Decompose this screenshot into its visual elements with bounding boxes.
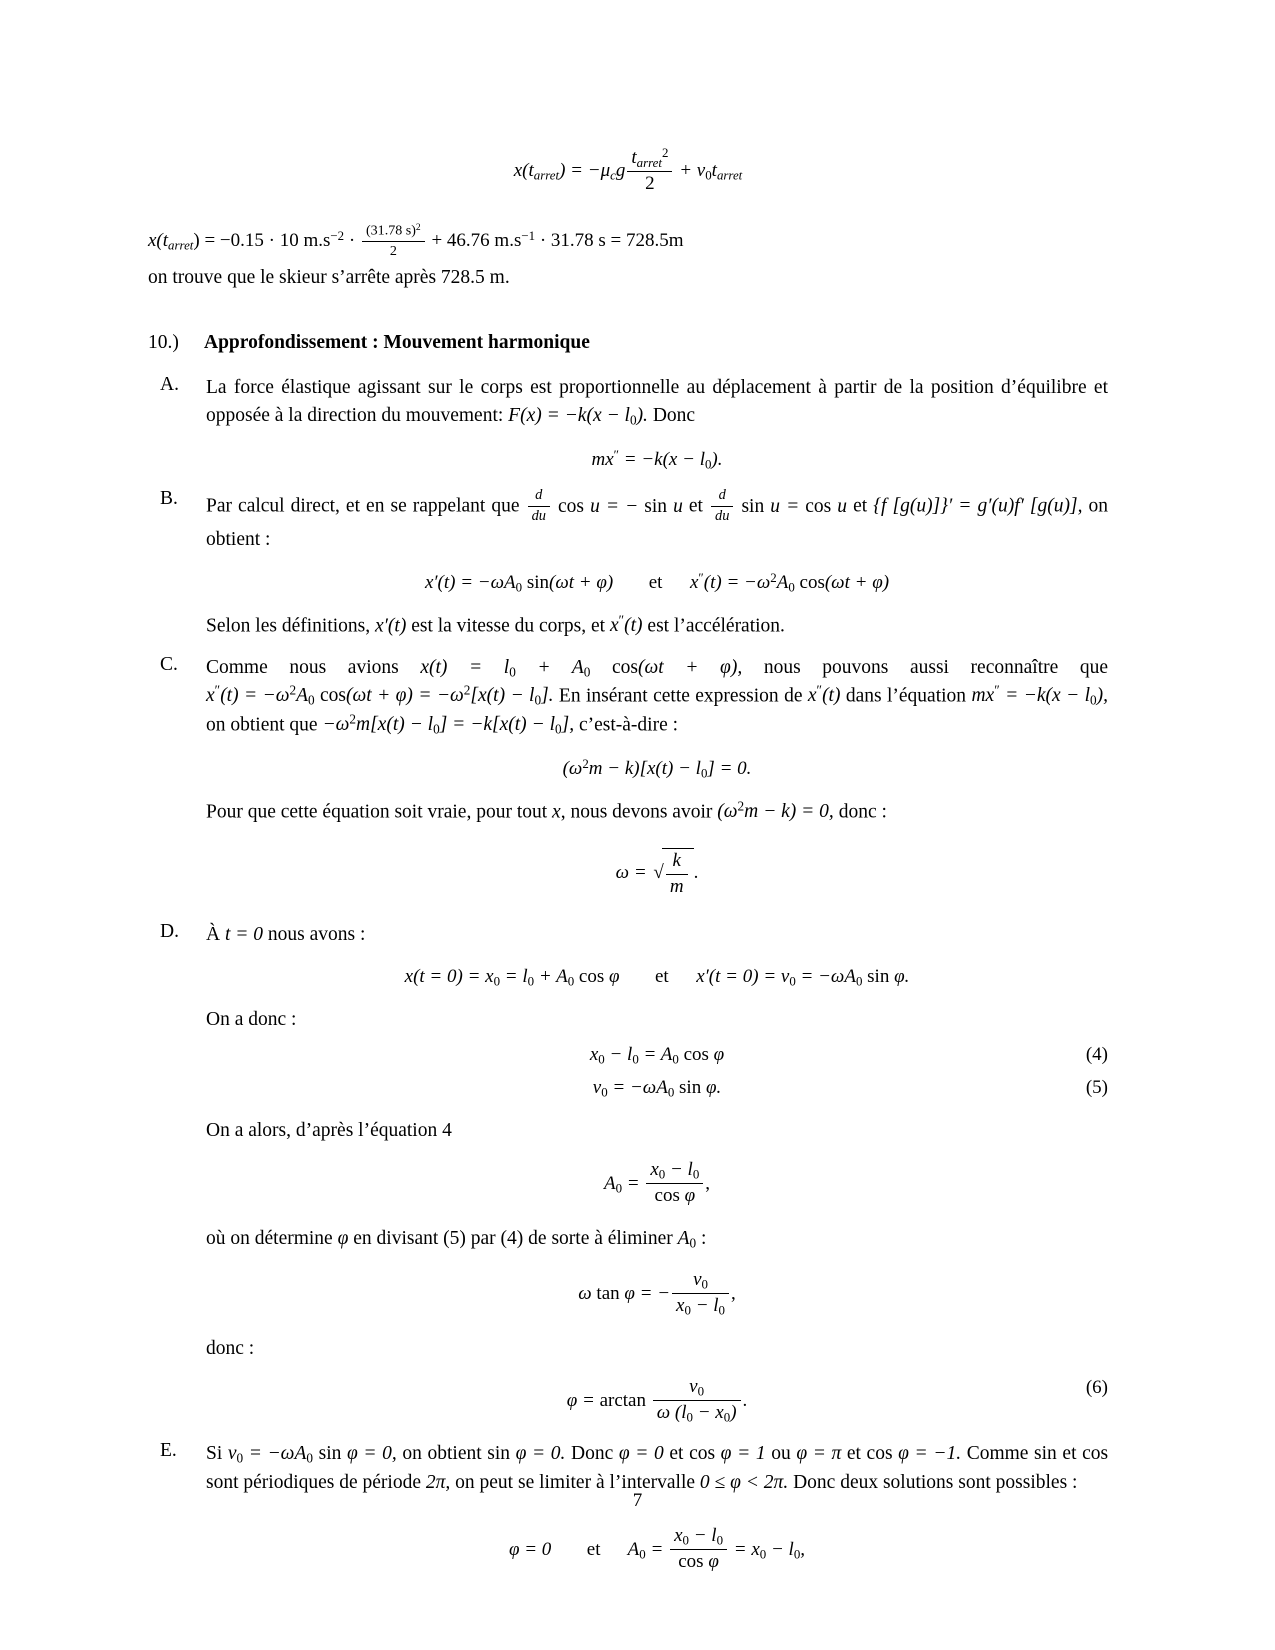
num-exp2: −1 <box>521 227 536 243</box>
num-dot: · <box>344 230 360 252</box>
num-exp1: −2 <box>330 227 345 243</box>
num-mid: · 31.78 s = 728.5m <box>535 230 684 252</box>
part-d-text-4a: où on détermine <box>206 1228 333 1250</box>
eq-v-at-zero: $x'(t = 0) = v_0 = -\omega A_0$ sin φ. <box>696 966 910 989</box>
part-d-text-3: On a alors, d’après l’équation 4 <box>206 1119 452 1141</box>
part-e-text-1 <box>206 1440 1108 1496</box>
part-e-expr-4: cos φ = 1 <box>689 1443 766 1465</box>
part-c-expr-1: $x(t) = l_0 + A_0$ cos(ωt + φ), <box>420 656 743 680</box>
part-a-letter: A. <box>160 374 179 396</box>
eq-tail-t-sub: arret <box>716 167 743 183</box>
page-body <box>148 130 1108 1591</box>
part-d-text-1b: nous avons : <box>267 924 366 946</box>
num-lhs: x(t <box>148 230 169 252</box>
part-b-text-2: on obtient : <box>206 495 1109 550</box>
equation-5-body: $v_0 = -\omega A_0$ sin φ. <box>592 1077 722 1100</box>
part-c-expr-4: $mx'' = -k(x - l_0)$, <box>971 683 1108 709</box>
part-b-text <box>206 488 1108 553</box>
final-et: et <box>586 1539 601 1561</box>
part-e-letter: E. <box>160 1440 177 1462</box>
part-e-expr-8: 0 ≤ φ < 2π. <box>699 1471 789 1493</box>
equation-4-row <box>206 1044 1108 1068</box>
part-e-text-1f: et <box>846 1443 861 1465</box>
eq-mu-sub: c <box>610 167 616 183</box>
equation-6-row <box>206 1377 1108 1426</box>
fraction-arctan <box>653 1376 741 1425</box>
part-c-text-7 <box>206 798 1108 826</box>
omega-lhs: ω = <box>615 862 647 884</box>
part-c-text-7b: nous devons avoir <box>570 801 713 823</box>
tan-comma: , <box>731 1282 736 1304</box>
part-a <box>148 374 1108 472</box>
part-c-var-x: x <box>552 801 561 823</box>
final-tail: = $x_0 - l_0$, <box>733 1539 806 1562</box>
frac-num-sup: 2 <box>661 144 669 160</box>
part-c-expr-2: $x''(t) = -\omega^2A_0$ $\cos(\omega t + \varphi) = -\omega^2[x(t) - l_0]$. <box>206 683 554 709</box>
part-a-display-equation: $mx'' = -k(x - l_0)$. <box>591 446 723 472</box>
part-c-display-equation: $(\omega^2m - k)[x(t) - l_0] = 0$. <box>562 755 752 781</box>
arctan-num: $v_0$ <box>653 1376 741 1401</box>
part-c-text <box>206 654 1108 740</box>
part-b-text-3e: est l’accélération. <box>647 614 785 636</box>
part-e-expr-3: φ = 0 <box>618 1443 664 1465</box>
part-c-text-7c: donc : <box>838 801 887 823</box>
part-e-text-3: Donc deux solutions sont possibles : <box>793 1471 1078 1493</box>
part-c-text-5: on obtient que <box>206 714 318 736</box>
part-e-text-1d: et <box>669 1443 684 1465</box>
frac-den: 2 <box>645 173 655 195</box>
part-d <box>148 921 1108 1426</box>
fraction-tan <box>672 1269 729 1318</box>
arctan-period: . <box>742 1389 748 1411</box>
derivative-sin: $\frac{d}{du}$ sin u = cos u <box>709 496 847 517</box>
part-e-expr-2: sin φ = 0. <box>487 1443 566 1465</box>
part-d-A0-ref: $A_0$ <box>677 1228 697 1252</box>
eq-g: g <box>615 159 626 181</box>
derivative-cos: $\frac{d}{du}$ cos u = − sin u <box>526 496 683 517</box>
conclusion-skieur: on trouve que le skieur s’arrête après 728.5 m. <box>148 267 510 289</box>
part-d-text-4c: : <box>701 1228 707 1250</box>
part-e-text-1c: Donc <box>571 1443 614 1465</box>
fraction-A0 <box>646 1159 703 1208</box>
part-b-display-et: et <box>648 571 663 593</box>
part-e-text-1b: on obtient <box>402 1443 482 1465</box>
eq-tail-t: t <box>711 159 717 181</box>
part-e-final-equation <box>206 1526 1108 1575</box>
part-e-text-2b: on peut se limiter à l’intervalle <box>455 1471 696 1493</box>
final-den: cos φ <box>678 1551 719 1573</box>
part-b <box>148 488 1108 639</box>
eq-lhs: x(t <box>513 159 534 181</box>
eq-lhs-close: ) = −μ <box>559 159 611 181</box>
part-e-text-1e: ou <box>771 1443 791 1465</box>
tan-num: $v_0$ <box>672 1269 729 1294</box>
eq-lhs-sub: arret <box>533 167 560 183</box>
problem-10-heading: Approfondissement : Mouvement harmonique <box>204 332 590 354</box>
frac-num-base: t <box>631 147 637 169</box>
part-c-comma: , <box>560 801 566 823</box>
tan-lhs: ω tan φ = − <box>578 1282 671 1304</box>
part-d-text-4 <box>206 1225 1108 1254</box>
part-b-et-1: et <box>688 495 703 517</box>
part-b-expr-xprime: x′(t) <box>375 614 407 636</box>
A0-lhs: $A_0$ = <box>603 1173 640 1196</box>
chain-rule-formula: {f [g(u)]}′ = g′(u)f′ [g(u)], <box>873 495 1083 517</box>
part-e-expr-7: 2π, <box>425 1471 451 1493</box>
tan-den: $x_0 - l_0$ <box>676 1294 725 1318</box>
part-c-letter: C. <box>160 653 178 675</box>
num-plus: + 46.76 m.s <box>426 230 522 252</box>
arctan-lhs: φ = arctan <box>566 1389 646 1411</box>
equation-5-row <box>206 1077 1108 1101</box>
part-d-text-2: On a donc : <box>206 1008 297 1030</box>
num-frac-den: 2 <box>389 242 397 259</box>
problem-10-number: 10.) <box>148 332 179 354</box>
part-b-text-1: Par calcul direct, et en se rappelant que <box>206 495 520 517</box>
part-d-display-equation <box>206 965 1108 990</box>
part-d-letter: D. <box>160 921 179 943</box>
equation-x-tarret-symbolic <box>148 146 1108 197</box>
final-A0-lhs: $A_0$ = <box>627 1539 664 1562</box>
problem-10 <box>148 332 1108 1575</box>
omega-period: . <box>693 862 699 884</box>
part-b-text-3 <box>206 612 1108 640</box>
eq-x-double-prime: $x''(t) = -\omega^2A_0$ cos(ωt + φ) <box>689 569 890 595</box>
part-c-text-7a: Pour que cette équation soit vraie, pour tout <box>206 801 548 823</box>
A0-num: $x_0 - l_0$ <box>646 1159 703 1184</box>
part-c-expr-7: $(\omega^2m - k) = 0$, <box>717 798 834 823</box>
eq-x-at-zero: $x(t = 0) = x_0 = l_0 + A_0$ cos φ <box>404 966 620 989</box>
part-d-text-4b: en divisant (5) par (4) de sorte à éliminer <box>353 1228 673 1250</box>
equation-6-body <box>206 1377 1108 1426</box>
A0-comma: , <box>705 1173 711 1195</box>
fraction-31-78-squared-over-2 <box>362 222 425 259</box>
part-c-expr-5: $-\omega^2m[x(t) - l_0] = -k[x(t) - l_0]$, <box>322 711 575 738</box>
part-e-expr-6: cos φ = −1. <box>866 1443 962 1465</box>
sqrt-den: m <box>669 875 684 897</box>
final-phi: φ = 0 <box>508 1539 552 1561</box>
part-d-text-1a: À <box>206 924 221 946</box>
part-b-letter: B. <box>160 488 178 510</box>
eq-tail-sub: 0 <box>705 167 712 183</box>
omega-sqrt-equation <box>206 848 1108 900</box>
equation-4-tag: (4) <box>1085 1043 1108 1065</box>
part-b-expr-xdoubleprime: x″(t) <box>609 612 643 636</box>
part-e-expr-5: φ = π <box>796 1443 842 1465</box>
arctan-den: ω $(l_0 - x_0)$ <box>656 1401 737 1425</box>
part-c-text-3: En insérant cette expression de <box>558 685 803 707</box>
sqrt-k-over-m <box>651 848 693 900</box>
equation-5-tag: (5) <box>1085 1077 1108 1099</box>
eq-tail: + v <box>679 159 706 181</box>
part-c <box>148 654 1108 900</box>
part-d-text-5: donc : <box>206 1338 255 1360</box>
eq-x-prime: $x'(t) = -\omega A_0$ sin(ωt + φ) <box>424 571 614 595</box>
equation-omega-tan-phi <box>206 1270 1108 1319</box>
part-e-text-2a: Comme sin et cos sont périodiques de période <box>206 1443 1109 1493</box>
problem-10-parts <box>148 374 1108 1575</box>
equation-x-tarret-numeric <box>148 223 1108 260</box>
part-a-inline-formula: $F(x) = -k(x - l_0)$. <box>508 404 648 428</box>
equation-6-tag: (6) <box>1085 1376 1108 1398</box>
part-d-display-et: et <box>655 966 669 988</box>
num-frac-num-sup: 2 <box>415 222 421 234</box>
part-b-display-equation <box>206 570 1108 596</box>
part-b-et-2: et <box>853 495 868 517</box>
num-lhs-sub: arret <box>168 237 194 253</box>
frac-num-sub: arret <box>636 154 662 170</box>
part-d-t-zero: t = 0 <box>224 924 264 946</box>
part-c-text-6: c’est-à-dire : <box>578 714 679 736</box>
part-b-text-3c: est la vitesse du corps, et <box>411 614 606 636</box>
part-a-text <box>206 374 1108 430</box>
part-a-text-1: La force élastique agissant sur le corps est proportionnelle au déplacement à partir de la position d’équilibre et opposée à la direction du mouvement: <box>206 377 1108 426</box>
part-d-text-1 <box>206 921 1108 949</box>
part-e-text-1a: Si <box>206 1443 223 1465</box>
num-lhs-close: ) = −0.15 · 10 m.s <box>193 230 331 252</box>
part-c-text-1: Comme nous avions <box>206 656 399 678</box>
fraction-t-squared-over-2 <box>627 145 672 196</box>
part-b-text-3a: Selon les définitions, <box>206 614 371 636</box>
part-e-expr-1: $v_0 = -\omega A_0$ sin φ = 0, <box>227 1443 397 1466</box>
part-c-expr-3: x″(t) <box>807 683 841 707</box>
sqrt-num: k <box>666 850 688 875</box>
final-num: $x_0 - l_0$ <box>670 1525 727 1550</box>
equation-4-body: $x_0 - l_0 = A_0$ cos φ <box>589 1043 725 1067</box>
part-d-phi: φ <box>337 1228 349 1250</box>
part-c-text-2: nous pouvons aussi reconnaître que <box>763 656 1109 678</box>
radical-sign: √ <box>653 862 664 884</box>
num-frac-num: (31.78 s) <box>365 222 416 239</box>
part-c-text-4: dans l’équation <box>845 685 967 707</box>
page-number: 7 <box>632 1490 643 1511</box>
A0-den: cos φ <box>654 1185 696 1207</box>
equation-A0 <box>206 1160 1108 1209</box>
fraction-final-A0 <box>670 1525 727 1574</box>
part-a-text-2: Donc <box>652 404 696 426</box>
